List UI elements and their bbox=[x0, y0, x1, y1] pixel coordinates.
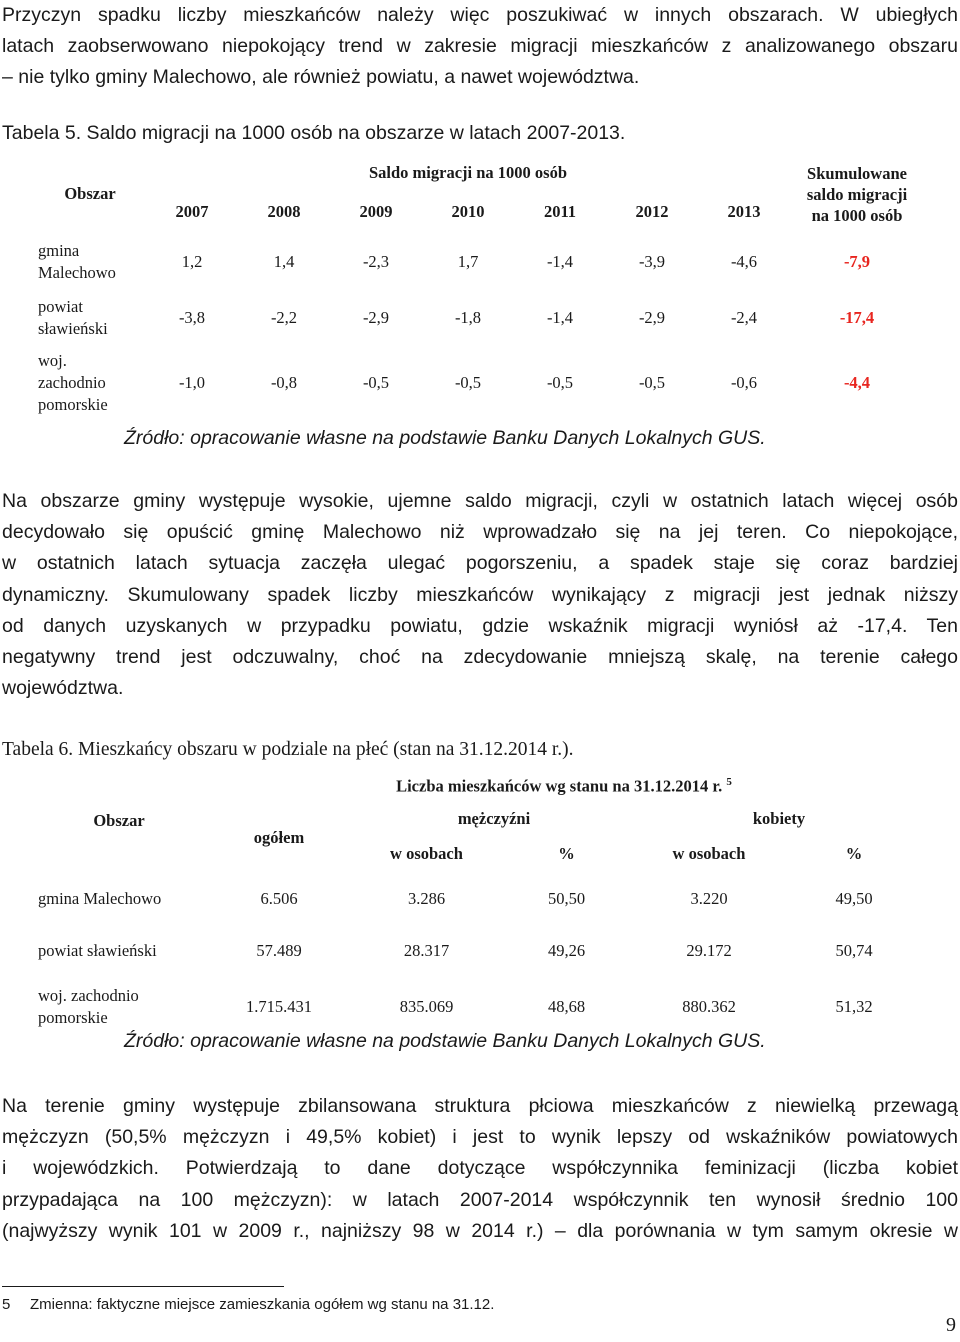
text-line: latach zaobserwowano niepokojący trend w zakresie migracji mieszkańców z analizowanego obszaru bbox=[2, 35, 958, 58]
header-women-pct: % bbox=[845, 844, 863, 863]
table-cell: -1,0 bbox=[178, 372, 206, 392]
table-cell: 48,68 bbox=[547, 997, 586, 1016]
table-cell: 50,74 bbox=[835, 941, 873, 960]
table-cell: -2,2 bbox=[270, 307, 298, 327]
table5-caption: Tabela 5. Saldo migracji na 1000 osób na obszarze w latach 2007-2013. bbox=[2, 122, 626, 144]
table-cell: 880.362 bbox=[682, 997, 736, 1016]
text-line: (najwyższy wynik 101 w 2009 r., najniższy 98 w 2014 r.) – dla porównania w tym samym okresie w bbox=[2, 1219, 958, 1242]
table-cell: -1,4 bbox=[546, 307, 574, 327]
header-population-text: Liczba mieszkańców wg stanu na 31.12.2014 r. bbox=[396, 776, 723, 796]
text-line: Na obszarze gminy występuje wysokie, ujemne saldo migracji, czyli w ostatnich latach więcej osób bbox=[2, 490, 958, 512]
row-label bbox=[34, 345, 146, 420]
table-cell: 57.489 bbox=[256, 941, 302, 960]
table-cell: -0,8 bbox=[270, 372, 298, 392]
row-label: gmina Malechowo bbox=[38, 889, 162, 908]
header-men: mężczyźni bbox=[457, 808, 531, 828]
table-row bbox=[34, 925, 924, 977]
table5-source: Źródło: opracowanie własne na podstawie Banku Danych Lokalnych GUS. bbox=[124, 427, 766, 449]
page-number: 9 bbox=[946, 1314, 956, 1336]
cumulative-cell: -4,4 bbox=[843, 372, 871, 392]
table-cell: -4,6 bbox=[730, 251, 758, 271]
year-header: 2012 bbox=[635, 202, 669, 221]
header-population bbox=[204, 770, 924, 802]
table-cell: 1,4 bbox=[273, 251, 295, 271]
table-cell: 3.286 bbox=[407, 889, 446, 908]
table-cell: -0,5 bbox=[362, 372, 390, 392]
table-cell: -2,4 bbox=[730, 307, 758, 327]
row-label-line: woj. bbox=[38, 350, 67, 370]
intro-paragraph bbox=[2, 0, 958, 94]
table-cell: 1,7 bbox=[457, 251, 479, 271]
table-cell: 50,50 bbox=[547, 889, 586, 908]
row-label-line: zachodnio bbox=[38, 372, 106, 392]
row-label-line: woj. zachodnio bbox=[38, 986, 139, 1005]
table-row bbox=[34, 233, 924, 290]
table-cell: -3,8 bbox=[178, 307, 206, 327]
table-cell: 835.069 bbox=[399, 997, 454, 1016]
table-cell: 3.220 bbox=[690, 889, 728, 908]
table-row bbox=[34, 873, 924, 925]
table-cell: -1,8 bbox=[454, 307, 482, 327]
year-header: 2011 bbox=[543, 202, 577, 221]
sex-structure-paragraph bbox=[2, 1091, 958, 1247]
table-cell: 51,32 bbox=[835, 997, 873, 1016]
text-line: dynamiczny. Skumulowany spadek liczby mieszkańców wynikający z migracji jest jednak niższy bbox=[2, 583, 958, 606]
table-cell: -0,5 bbox=[638, 372, 666, 392]
text-line: negatywny trend jest odczuwalny, choć na zdecydowanie mniejszą skalę, na terenie całego bbox=[2, 646, 958, 669]
header-obszar: Obszar bbox=[93, 810, 145, 830]
year-header: 2007 bbox=[175, 202, 209, 221]
year-header: 2009 bbox=[359, 202, 393, 221]
header-obszar: Obszar bbox=[64, 184, 116, 203]
text-line: mężczyzn (50,5% mężczyzn i 49,5% kobiet) i jest to wynik lepszy od wskaźników powiatowych bbox=[2, 1126, 958, 1149]
footnote-ref: 5 bbox=[726, 775, 732, 788]
row-label bbox=[34, 290, 146, 345]
row-label: powiat sławieński bbox=[38, 941, 157, 960]
table-row bbox=[34, 290, 924, 345]
header-men-pct: % bbox=[558, 844, 575, 863]
header-women-count: w osobach bbox=[672, 844, 746, 863]
table-row bbox=[34, 345, 924, 420]
text-line: i wojewódzkich. Potwierdzają to dane dotyczące współczynnika feminizacji (liczba kobiet bbox=[2, 1157, 958, 1180]
table-cell: 28.317 bbox=[403, 941, 450, 960]
table-cell: -2,3 bbox=[362, 251, 390, 271]
text-line: przypadająca na 100 mężczyzn): w latach 2007-2014 współczynnik ten wynosił średnio 100 bbox=[2, 1188, 958, 1211]
text-line: Przyczyn spadku liczby mieszkańców należy więc poszukiwać w innych obszarach. W ubiegłych bbox=[2, 4, 958, 26]
table-cell: -0,6 bbox=[730, 372, 758, 392]
row-label-line: powiat bbox=[38, 296, 83, 316]
text-line: w ostatnich latach sytuacja zaczęła ulegać pogorszeniu, a spadek staje się coraz bardziej bbox=[2, 552, 958, 575]
year-header: 2013 bbox=[727, 202, 761, 221]
table-row bbox=[34, 977, 924, 1037]
table-cell: -0,5 bbox=[454, 372, 482, 392]
year-header: 2008 bbox=[267, 202, 301, 221]
table-cell: 1,2 bbox=[181, 251, 203, 271]
migration-paragraph bbox=[2, 486, 958, 704]
header-cumulative-line: Skumulowane bbox=[807, 163, 907, 183]
text-line: decydowało się opuścić gminę Malechowo niż wprowadzało się na jej teren. Co niepokojące, bbox=[2, 521, 958, 544]
table-cell: -2,9 bbox=[362, 307, 390, 327]
row-label-line: pomorskie bbox=[38, 1008, 108, 1027]
row-label-line: Malechowo bbox=[38, 262, 116, 282]
table-cell: -0,5 bbox=[546, 372, 574, 392]
table-cell: 49,50 bbox=[835, 889, 873, 908]
footnote-mark: 5 bbox=[2, 1296, 11, 1313]
row-label-line: sławieński bbox=[38, 318, 108, 338]
table-cell: -3,9 bbox=[638, 251, 666, 271]
header-men-count: w osobach bbox=[390, 844, 463, 863]
table6-caption: Tabela 6. Mieszkańcy obszaru w podziale na płeć (stan na 31.12.2014 r.). bbox=[2, 739, 574, 760]
text-line: Na terenie gminy występuje zbilansowana struktura płciowa mieszkańców z niewielką przewagą bbox=[2, 1095, 958, 1117]
header-women: kobiety bbox=[752, 808, 806, 828]
table-cell: 6.506 bbox=[260, 889, 298, 908]
table-cell: -1,4 bbox=[546, 251, 574, 271]
year-header: 2010 bbox=[451, 202, 485, 221]
footnote bbox=[2, 1296, 494, 1313]
row-label-line: gmina bbox=[38, 240, 80, 260]
footnote-text: Zmienna: faktyczne miejsce zamieszkania ogółem wg stanu na 31.12. bbox=[30, 1296, 495, 1313]
table-cell: 49,26 bbox=[547, 941, 586, 960]
text-line: – nie tylko gminy Malechowo, ale również powiatu, a nawet województwa. bbox=[2, 66, 640, 89]
migration-table bbox=[34, 155, 924, 420]
header-cumulative bbox=[790, 155, 924, 233]
table6-source: Źródło: opracowanie własne na podstawie Banku Danych Lokalnych GUS. bbox=[124, 1030, 766, 1052]
population-by-sex-table bbox=[34, 770, 924, 1037]
table-cell: 29.172 bbox=[686, 941, 732, 960]
header-total: ogółem bbox=[253, 827, 305, 847]
table-cell: 1.715.431 bbox=[246, 997, 312, 1016]
cumulative-cell: -17,4 bbox=[839, 307, 875, 327]
footnote-separator bbox=[2, 1286, 284, 1287]
table-cell: -2,9 bbox=[638, 307, 666, 327]
row-label bbox=[34, 977, 204, 1037]
cumulative-cell: -7,9 bbox=[843, 251, 871, 271]
header-saldo: Saldo migracji na 1000 osób bbox=[368, 163, 568, 182]
text-line: województwa. bbox=[2, 677, 124, 700]
header-cumulative-line: na 1000 osób bbox=[811, 205, 903, 225]
header-cumulative-line: saldo migracji bbox=[806, 184, 908, 204]
text-line: od danych uzyskanych w przypadku powiatu, gdzie wskaźnik migracji wyniósł aż -17,4. Ten bbox=[2, 614, 958, 637]
row-label bbox=[34, 233, 146, 290]
row-label-line: pomorskie bbox=[38, 394, 108, 414]
